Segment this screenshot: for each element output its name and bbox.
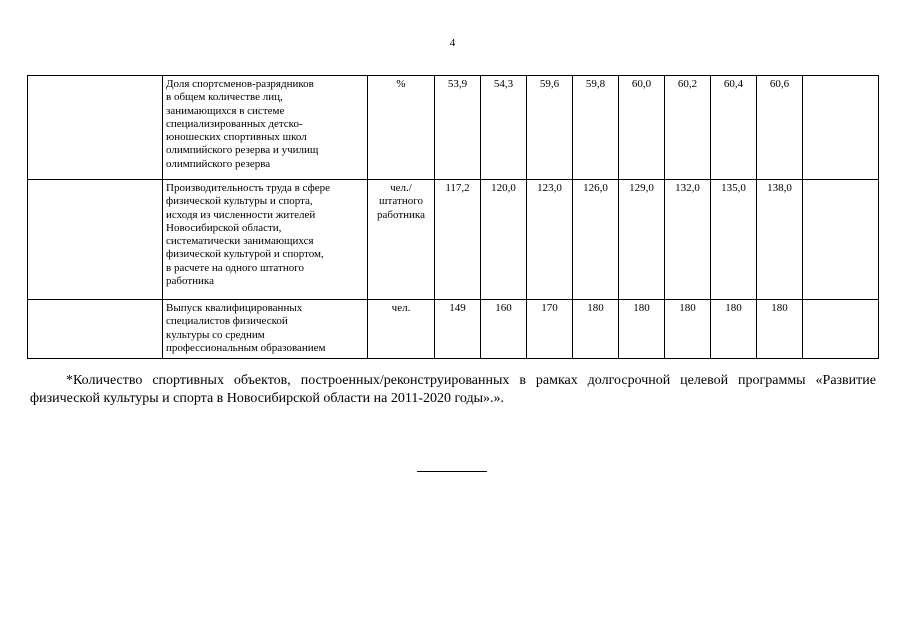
value-cell: 117,2 (435, 180, 481, 300)
empty-cell (28, 76, 163, 180)
value-cell: 129,0 (619, 180, 665, 300)
empty-cell (28, 180, 163, 300)
indicator-name-cell: Доля спортсменов-разрядников в общем количестве лиц, занимающихся в системе специализированных детско- юношеских спортивных школ олимпийского резерва и училищ олимпийского резерва (163, 76, 368, 180)
value-cell: 60,4 (711, 76, 757, 180)
value-cell: 180 (573, 300, 619, 359)
end-divider (417, 471, 487, 472)
value-cell: 180 (619, 300, 665, 359)
empty-cell (803, 76, 879, 180)
page-number: 4 (449, 37, 456, 49)
value-cell: 60,0 (619, 76, 665, 180)
value-cell: 135,0 (711, 180, 757, 300)
empty-cell (803, 300, 879, 359)
value-cell: 53,9 (435, 76, 481, 180)
value-cell: 180 (711, 300, 757, 359)
empty-cell (803, 180, 879, 300)
unit-cell: чел./ штатного работника (368, 180, 435, 300)
value-cell: 180 (757, 300, 803, 359)
value-cell: 123,0 (527, 180, 573, 300)
indicator-name-cell: Выпуск квалифицированных специалистов физической культуры со средним профессиональным образованием (163, 300, 368, 359)
empty-cell (28, 300, 163, 359)
value-cell: 138,0 (757, 180, 803, 300)
value-cell: 132,0 (665, 180, 711, 300)
unit-cell: чел. (368, 300, 435, 359)
unit-cell: % (368, 76, 435, 180)
indicator-name-cell: Производительность труда в сфере физической культуры и спорта, исходя из численности жителей Новосибирской области, систематически занимающихся физической культурой и спортом, в расчете на одного штатного работника (163, 180, 368, 300)
table-row (28, 76, 879, 180)
value-cell: 120,0 (481, 180, 527, 300)
table-row (28, 180, 879, 300)
value-cell: 59,6 (527, 76, 573, 180)
value-cell: 60,6 (757, 76, 803, 180)
value-cell: 170 (527, 300, 573, 359)
table-row (28, 300, 879, 359)
value-cell: 126,0 (573, 180, 619, 300)
value-cell: 149 (435, 300, 481, 359)
value-cell: 60,2 (665, 76, 711, 180)
indicators-table (27, 75, 879, 359)
value-cell: 59,8 (573, 76, 619, 180)
value-cell: 180 (665, 300, 711, 359)
footnote: *Количество спортивных объектов, построенных/реконструированных в рамках долгосрочной целевой программы «Развитие физической культуры и спорта в Новосибирской области на 2011-2020 годы».». (30, 373, 876, 406)
value-cell: 54,3 (481, 76, 527, 180)
value-cell: 160 (481, 300, 527, 359)
